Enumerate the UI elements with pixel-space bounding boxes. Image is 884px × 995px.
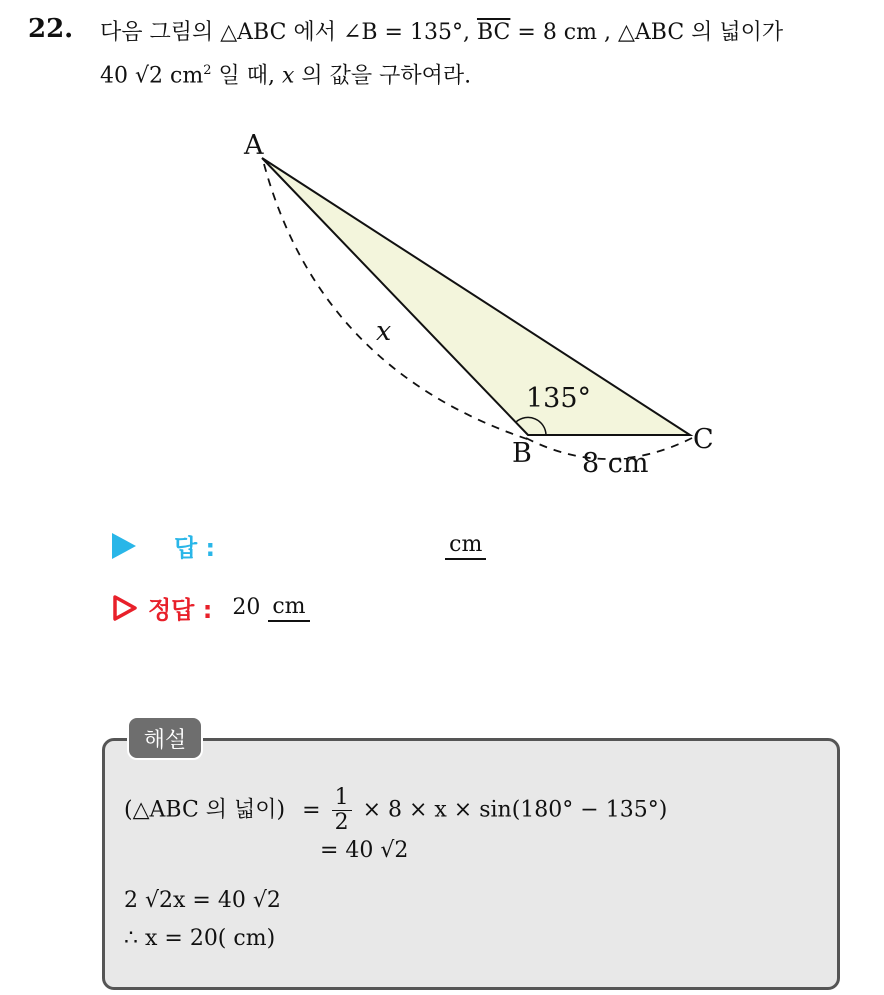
explanation-tag: 해설 xyxy=(127,716,203,760)
solution-line-4: ∴ x = 20( cm) xyxy=(124,926,276,951)
play-arrow-icon xyxy=(112,533,136,559)
triangle-figure xyxy=(230,120,750,490)
question-number: 22. xyxy=(28,14,74,44)
correct-answer-row xyxy=(112,590,310,625)
area-exponent: 2 xyxy=(203,63,212,78)
solution-line-1 xyxy=(124,786,667,835)
outline-play-arrow-icon xyxy=(112,594,138,622)
side-x-dashed-arc xyxy=(264,164,530,440)
fraction-denominator: 2 xyxy=(334,810,349,835)
solution-rhs: × 8 × x × sin(180° − 135°) xyxy=(362,797,668,823)
fraction-numerator: 1 xyxy=(332,786,352,811)
question-text-part: = 8 cm , △ABC 의 넓이가 xyxy=(517,20,784,45)
side-bc-label: 8 cm xyxy=(582,448,649,479)
vertex-b-label: B xyxy=(512,438,532,469)
solution-line-3: 2 √2x = 40 √2 xyxy=(124,888,281,913)
solution-lhs: (△ABC 의 넓이) xyxy=(124,797,286,823)
vertex-c-label: C xyxy=(693,424,714,455)
correct-answer-unit: cm xyxy=(268,594,309,622)
answer-unit: cm xyxy=(445,532,486,560)
area-value: 40 √2 cm xyxy=(100,63,204,89)
explanation-box xyxy=(102,738,840,990)
question-text-part: 일 때, xyxy=(218,63,275,89)
angle-b-label: 135° xyxy=(526,383,592,414)
question-text xyxy=(100,14,870,95)
question-text-part: 의 값을 구하여라. xyxy=(301,63,472,89)
question-line-1 xyxy=(100,14,870,52)
fraction-half xyxy=(332,786,352,835)
correct-answer-label: 정답 : xyxy=(148,596,213,624)
triangle-abc xyxy=(262,158,690,435)
question-line-2 xyxy=(100,52,870,95)
variable-x: x xyxy=(281,63,295,89)
solution-line-2: = 40 √2 xyxy=(320,838,409,863)
answer-row xyxy=(112,528,486,563)
correct-answer-value: 20 xyxy=(232,595,261,620)
segment-bc: $\overline{BC}$ xyxy=(476,20,511,45)
question-text-part: 다음 그림의 △ABC 에서 ∠B = 135°, xyxy=(100,20,470,45)
vertex-a-label: A xyxy=(244,130,264,161)
answer-label: 답 : xyxy=(174,534,216,562)
side-ab-label: x xyxy=(376,316,392,347)
equals-sign: = xyxy=(302,797,321,823)
